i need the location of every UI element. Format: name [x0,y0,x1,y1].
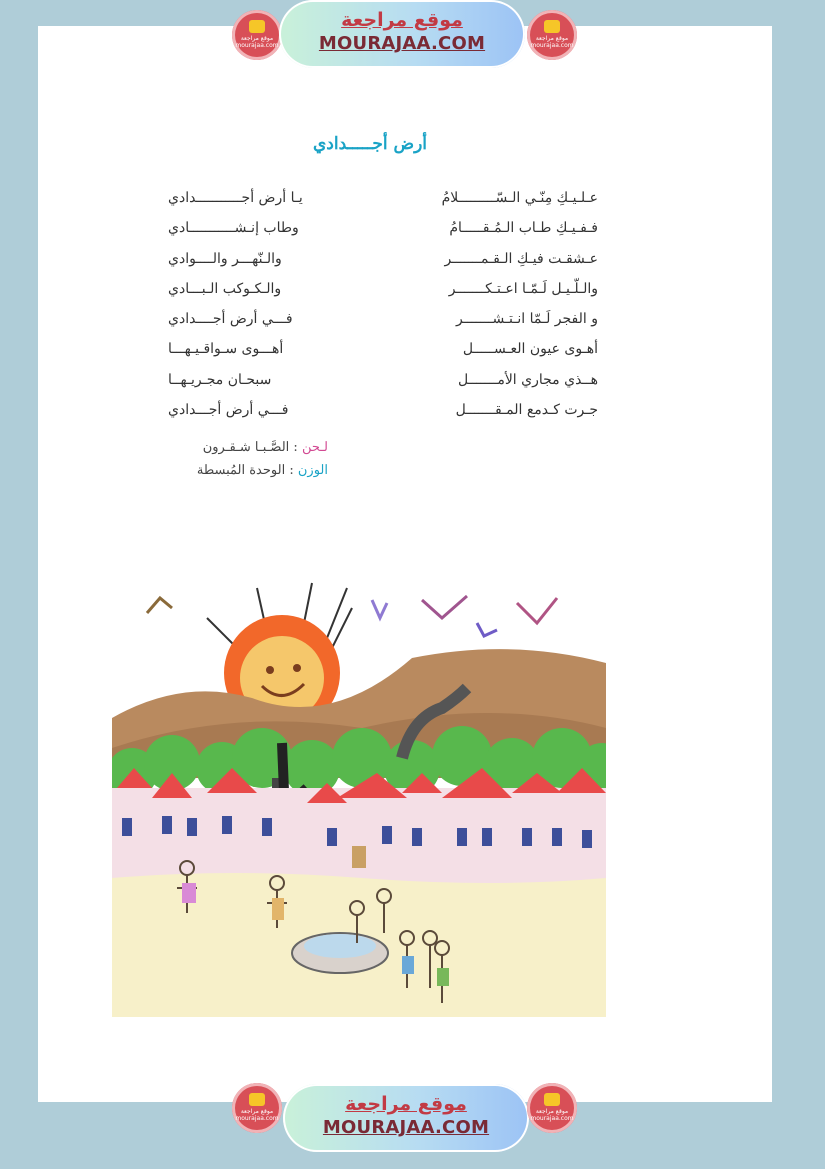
watermark-arabic: موقع مراجعة [341,9,463,31]
poem-verse: و الفجر لَـمّا انـتـشـــــــر فـــي أرض أجــــدادي [168,311,598,328]
melody-value: الصَّـبـا شـقـرون [202,440,290,455]
poem-verse: عـشقـت فيـكِ الـقـمـــــــر والـنّهـــر والــــوادي [168,250,598,267]
site-logo-right-top: موقع مراجعة mourajaa.com [527,10,577,60]
melody-line: لـحن : الصَّـبـا شـقـرون [202,440,328,455]
poem-verse: أهـوى عيون العـســـــل أهـــوى سـواقـيـهـــا [168,341,598,358]
poem-title: أرض أجـــــدادي [312,134,428,154]
logo-badge-icon [544,1093,560,1106]
poem-meta [168,440,328,486]
site-logo-left-bottom: موقع مراجعة mourajaa.com [232,1083,282,1133]
meter-value: الوحدة المُبسطة [196,463,286,478]
site-logo-right-bottom: موقع مراجعة mourajaa.com [527,1083,577,1133]
meter-line: الوزن : الوحدة المُبسطة [196,463,328,478]
poem-verse: جـرت كـدمع المـقـــــــل فـــي أرض أجـــدادي [168,402,598,419]
logo-badge-icon [249,20,265,33]
watermark-banner-bottom[interactable] [283,1084,529,1152]
poem-verse: والـلّـيـل لَـمّـا اعـتـكـــــــر والـكـوكب الـبـــادي [168,280,598,297]
watermark-latin: MOURAJAA.COM [318,33,486,54]
poem-body [168,190,598,432]
village-drawing-illustration [112,578,606,1017]
watermark-arabic: موقع مراجعة [345,1093,467,1115]
watermark-banner-top[interactable] [279,0,525,68]
poem-verse: هــذي مجاري الأمـــــــل سبحـان مجـريـهــا [168,371,598,388]
melody-label: لـحن [301,440,328,455]
logo-badge-icon [544,20,560,33]
site-logo-left-top: موقع مراجعة mourajaa.com [232,10,282,60]
watermark-latin: MOURAJAA.COM [322,1117,490,1138]
poem-verse: فـفـيـكِ طـاب الـمُـقـــــامُ وطاب إنـشـــــــــــادي [168,220,598,237]
poem-verse: عـلـيـكِ مِنّـي الـسّـــــــــلامُ يـا أرض أجـــــــــــدادي [168,190,598,206]
logo-badge-icon [249,1093,265,1106]
meter-label: الوزن [297,463,328,478]
